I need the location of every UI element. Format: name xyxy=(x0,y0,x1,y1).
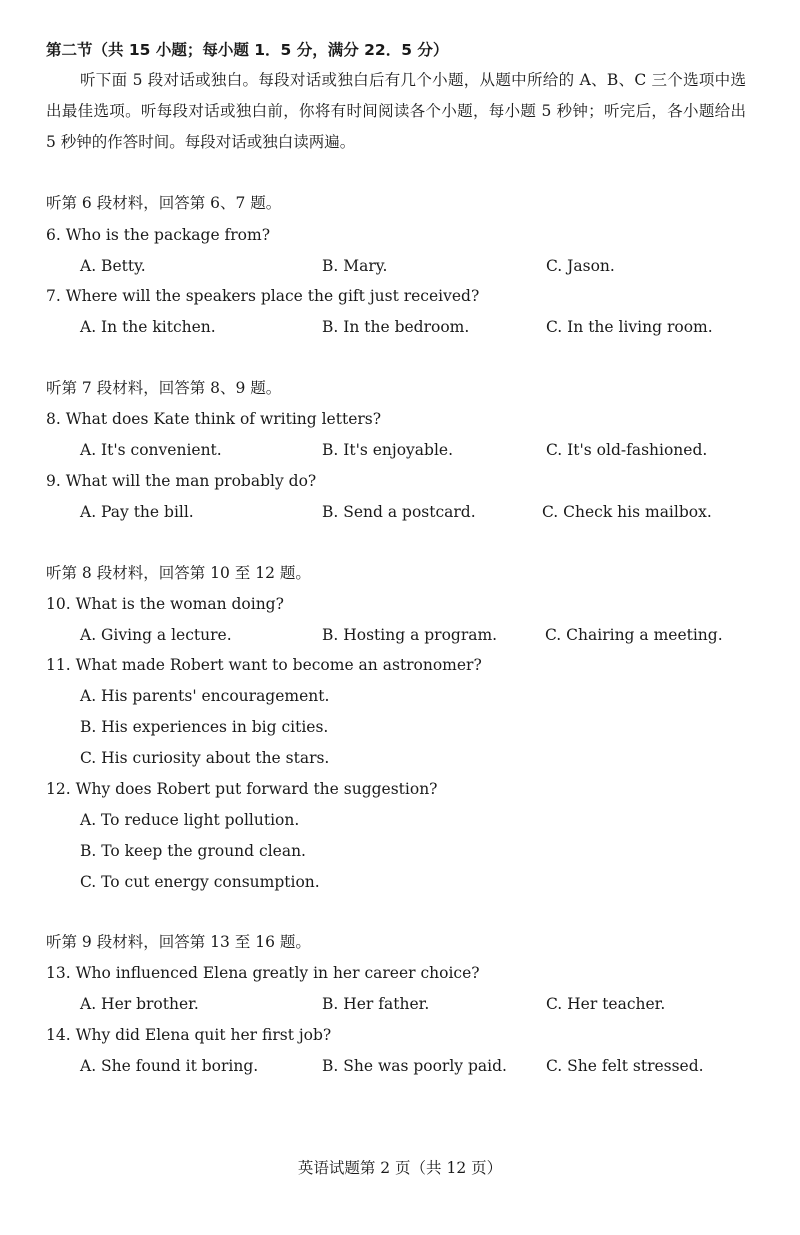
question-stem: 9. What will the man probably do? xyxy=(46,472,317,490)
option-b: B. To keep the ground clean. xyxy=(80,842,306,860)
option-c: C. In the living room. xyxy=(546,318,713,336)
page-footer: 英语试题第 2 页（共 12 页） xyxy=(297,1159,503,1177)
option-c: C. She felt stressed. xyxy=(546,1057,704,1075)
option-b: B. In the bedroom. xyxy=(322,318,470,336)
option-c: C. His curiosity about the stars. xyxy=(80,749,330,767)
group-intro: 听第 8 段材料，回答第 10 至 12 题。 xyxy=(46,564,311,582)
group-intro: 听第 6 段材料，回答第 6、7 题。 xyxy=(46,194,282,212)
question-stem: 8. What does Kate think of writing letters? xyxy=(46,410,382,428)
option-c: C. Her teacher. xyxy=(546,995,666,1013)
option-b: B. Send a postcard. xyxy=(322,503,476,521)
question-stem: 14. Why did Elena quit her first job? xyxy=(46,1026,332,1044)
option-a: A. She found it boring. xyxy=(80,1057,259,1075)
option-b: B. Hosting a program. xyxy=(322,626,498,644)
option-a: A. In the kitchen. xyxy=(80,318,216,336)
question-stem: 7. Where will the speakers place the gift just received? xyxy=(46,287,480,305)
option-b: B. Mary. xyxy=(322,257,388,275)
option-b: B. It's enjoyable. xyxy=(322,441,454,459)
option-c: C. It's old-fashioned. xyxy=(546,441,708,459)
option-b: B. Her father. xyxy=(322,995,430,1013)
instructions-paragraph: 听下面 5 段对话或独白。每段对话或独白后有几个小题，从题中所给的 A、B、C 三个选项中选出最佳选项。听每段对话或独白前，你将有时间阅读各个小题，每小题 5 秒钟；听完后，各小题给出 5 秒钟的作答时间。每段对话或独白读两遍。 xyxy=(46,71,746,151)
question-stem: 11. What made Robert want to become an astronomer? xyxy=(46,656,482,674)
option-c: C. Jason. xyxy=(546,257,615,275)
question-stem: 6. Who is the package from? xyxy=(46,226,271,244)
option-b: B. She was poorly paid. xyxy=(322,1057,507,1075)
group-intro: 听第 7 段材料，回答第 8、9 题。 xyxy=(46,379,282,397)
option-b: B. His experiences in big cities. xyxy=(80,718,329,736)
option-a: A. It's convenient. xyxy=(80,441,222,459)
option-a: A. To reduce light pollution. xyxy=(80,811,300,829)
section-heading: 第二节（共 15 小题；每小题 1．5 分，满分 22．5 分） xyxy=(46,41,449,59)
question-stem: 10. What is the woman doing? xyxy=(46,595,284,613)
option-a: A. Pay the bill. xyxy=(80,503,194,521)
group-intro: 听第 9 段材料，回答第 13 至 16 题。 xyxy=(46,933,311,951)
option-a: A. Her brother. xyxy=(80,995,199,1013)
question-stem: 13. Who influenced Elena greatly in her career choice? xyxy=(46,964,480,982)
option-c: C. To cut energy consumption. xyxy=(80,873,320,891)
option-a: A. Betty. xyxy=(80,257,146,275)
question-stem: 12. Why does Robert put forward the suggestion? xyxy=(46,780,438,798)
option-a: A. His parents' encouragement. xyxy=(80,687,330,705)
option-c: C. Check his mailbox. xyxy=(542,503,712,521)
option-c: C. Chairing a meeting. xyxy=(545,626,723,644)
option-a: A. Giving a lecture. xyxy=(80,626,232,644)
